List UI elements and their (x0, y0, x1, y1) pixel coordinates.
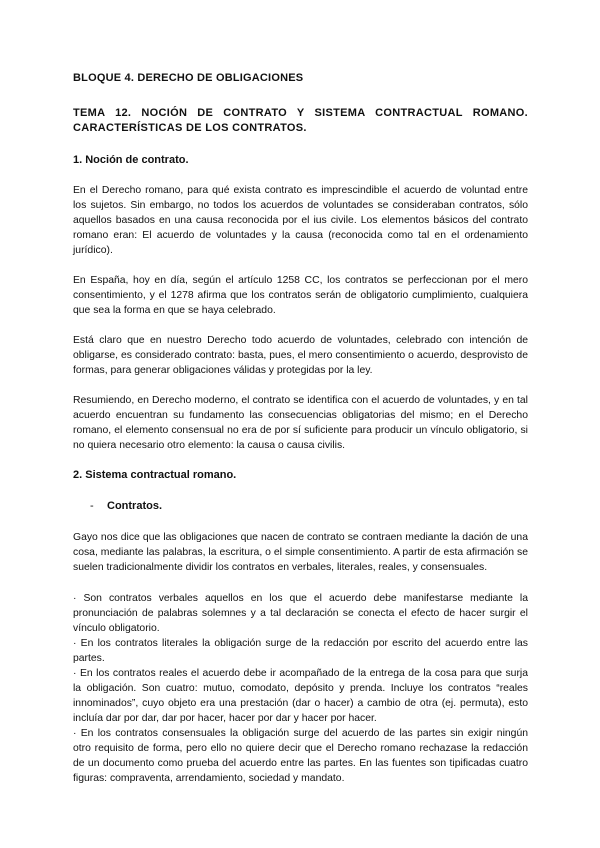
section-1-paragraph-2: En España, hoy en día, según el artículo 1258 CC, los contratos se perfeccionan por el mero consentimiento, y el 1278 afirma que los contratos serán de obligatorio cumplimiento, cualquiera que sea la forma en que se haya celebrado. (73, 275, 528, 316)
section-1-title: 1. Noción de contrato. (73, 154, 189, 166)
contracts-bullet (90, 499, 528, 514)
section-1-paragraph-1: En el Derecho romano, para qué exista contrato es imprescindible el acuerdo de voluntad entre los sujetos. Sin embargo, no todos los acuerdos de voluntades se consideraban contratos, sólo aquellos basados en una causa reconocida por el ius civile. Los elementos básicos del contrato romano eran: El acuerdo de voluntades y la causa (reconocida como tal en el ordenamiento jurídico). (73, 185, 528, 256)
contract-type-consensual: · En los contratos consensuales la obligación surge del acuerdo de las partes sin exigir ningún otro requisito de forma, pero ello no quiere decir que el Derecho romano rechazase la redacción de un documento como prueba del acuerdo entre las partes. En las fuentes son tipificadas cuatro figuras: compraventa, arrendamiento, sociedad y mandato. (73, 728, 528, 784)
section-1-paragraph-4: Resumiendo, en Derecho moderno, el contrato se identifica con el acuerdo de voluntades, y en tal acuerdo encuentran su fundamento las consecuencias obligatorias del mismo; en el Derecho romano, el elemento consensual no era de por sí suficiente para producir un vínculo obligatorio, si no quiera necesario otro elemento: la causa o causa civilis. (73, 395, 528, 451)
block-heading: BLOQUE 4. DERECHO DE OBLIGACIONES (73, 72, 304, 84)
contract-type-real: · En los contratos reales el acuerdo debe ir acompañado de la entrega de la cosa para que surja la obligación. Son cuatro: mutuo, comodato, depósito y prenda. Incluye los contratos “reales innominados”, cuyo objeto era una prestación (dar o hacer) a cambio de otra (ej. permuta), esto incluía dar por dar, dar por hacer, hacer por dar y hacer por hacer. (73, 668, 528, 724)
contracts-bullet-label: Contratos. (107, 500, 162, 512)
contract-type-verbal: · Son contratos verbales aquellos en los que el acuerdo debe manifestarse mediante la pronunciación de palabras solemnes y a tal declaración se conecta el efecto de hacer surgir el vínculo obligatorio. (73, 593, 528, 634)
section-1-paragraph-3: Está claro que en nuestro Derecho todo acuerdo de voluntades, celebrado con intención de obligarse, es considerado contrato: basta, pues, el mero consentimiento o acuerdo, desprovisto de formas, para generar obligaciones válidas y protegidas por la ley. (73, 335, 528, 376)
section-2-intro: Gayo nos dice que las obligaciones que nacen de contrato se contraen mediante la dación de una cosa, mediante las palabras, la escritura, o el simple consentimiento. A partir de esta afirmación se suelen tradicionalmente dividir los contratos en verbales, literales, reales, y consensuales. (73, 532, 528, 573)
contract-types-list (73, 591, 528, 786)
bullet-marker: - (90, 500, 94, 512)
section-2-title: 2. Sistema contractual romano. (73, 469, 237, 481)
contract-type-literal: · En los contratos literales la obligación surge de la redacción por escrito del acuerdo entre las partes. (73, 638, 528, 664)
document-body (73, 71, 528, 786)
topic-heading: TEMA 12. NOCIÓN DE CONTRATO Y SISTEMA CONTRACTUAL ROMANO. CARACTERÍSTICAS DE LOS CONTRATOS. (73, 107, 528, 134)
